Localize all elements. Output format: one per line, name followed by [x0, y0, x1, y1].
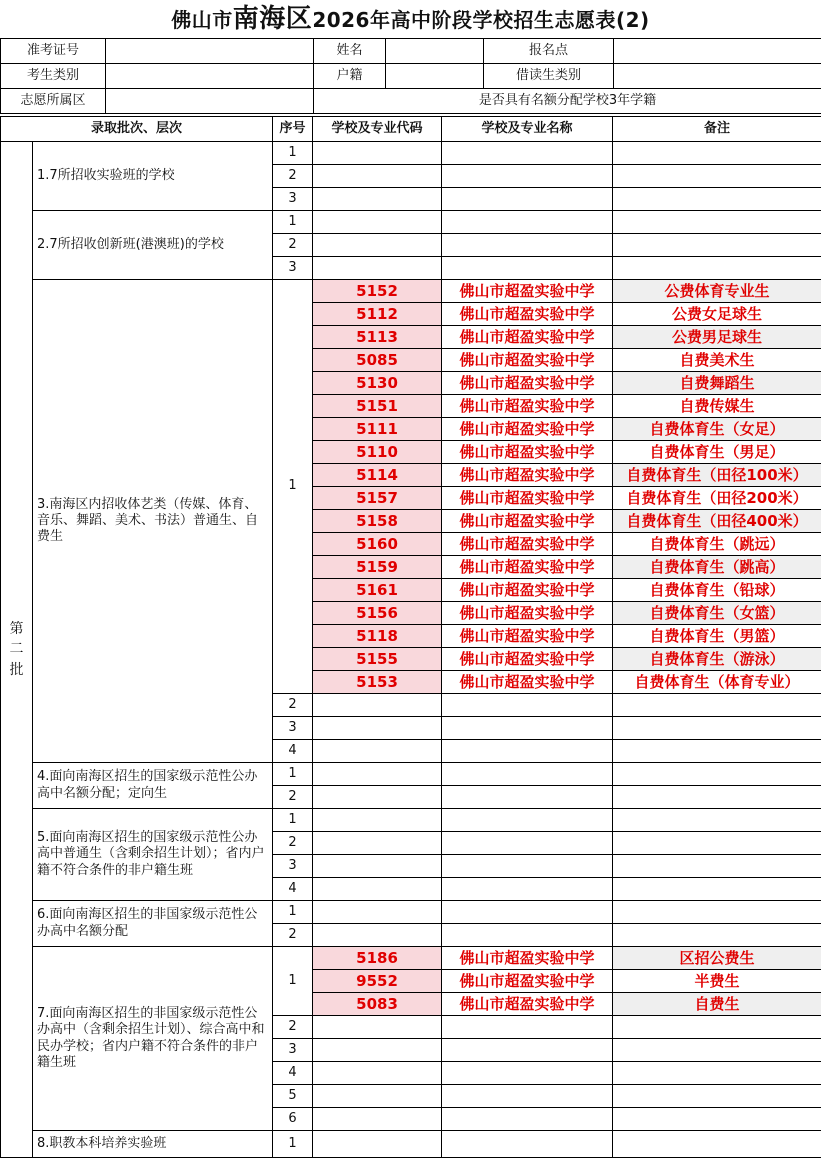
school-name[interactable]: 佛山市超盈实验中学: [442, 395, 613, 418]
seq-number: 4: [273, 878, 313, 901]
name-field[interactable]: [386, 39, 484, 64]
note-field[interactable]: [613, 1062, 821, 1085]
table-row: [1, 211, 821, 234]
school-code-field[interactable]: [313, 717, 442, 740]
school-code-field[interactable]: [313, 740, 442, 763]
seq-number: 5: [273, 1085, 313, 1108]
school-name[interactable]: 佛山市超盈实验中学: [442, 648, 613, 671]
school-code-field[interactable]: [313, 257, 442, 280]
school-name[interactable]: 佛山市超盈实验中学: [442, 625, 613, 648]
school-name-field[interactable]: [442, 809, 613, 832]
school-code[interactable]: 5111: [313, 418, 442, 441]
header-code: 学校及专业代码: [313, 117, 442, 142]
school-code[interactable]: 5156: [313, 602, 442, 625]
candidate-type-label: 考生类别: [1, 64, 106, 89]
school-code[interactable]: 5155: [313, 648, 442, 671]
school-code-field[interactable]: [313, 694, 442, 717]
school-code-field[interactable]: [313, 832, 442, 855]
note-field[interactable]: [613, 142, 821, 165]
school-code-field[interactable]: [313, 1108, 442, 1131]
school-name-field[interactable]: [442, 165, 613, 188]
table-row: [1, 901, 821, 924]
seq-number: 2: [273, 165, 313, 188]
seq-number: 2: [273, 694, 313, 717]
school-name[interactable]: 佛山市超盈实验中学: [442, 349, 613, 372]
school-code[interactable]: 5114: [313, 464, 442, 487]
school-name-field[interactable]: [442, 234, 613, 257]
batch-char: 第: [9, 619, 25, 639]
borrowing-type-field[interactable]: [614, 64, 821, 89]
school-code-field[interactable]: [313, 763, 442, 786]
note-cell[interactable]: 公费女足球生: [613, 303, 821, 326]
school-name-field[interactable]: [442, 763, 613, 786]
seq-number: 2: [273, 924, 313, 947]
level-label: 2.7所招收创新班(港澳班)的学校: [33, 211, 273, 280]
registration-point-field[interactable]: [614, 39, 821, 64]
candidate-type-field[interactable]: [106, 64, 314, 89]
table-row: [1, 809, 821, 832]
form-title: [0, 0, 821, 38]
note-cell[interactable]: 自费体育生（铅球）: [613, 579, 821, 602]
note-field[interactable]: [613, 211, 821, 234]
school-code-field[interactable]: [313, 855, 442, 878]
seq-number: 2: [273, 234, 313, 257]
school-name-field[interactable]: [442, 786, 613, 809]
school-code-field[interactable]: [313, 234, 442, 257]
batch-char: 批: [9, 660, 25, 680]
note-field[interactable]: [613, 717, 821, 740]
school-code[interactable]: 5157: [313, 487, 442, 510]
note-cell[interactable]: 自费体育生（田径400米）: [613, 510, 821, 533]
school-code[interactable]: 5158: [313, 510, 442, 533]
seq-number: 2: [273, 786, 313, 809]
school-code-field[interactable]: [313, 1039, 442, 1062]
batch-label: [1, 142, 33, 1158]
note-cell[interactable]: 自费体育生（跳高）: [613, 556, 821, 579]
table-row: [1, 142, 821, 165]
school-name[interactable]: 佛山市超盈实验中学: [442, 326, 613, 349]
school-code-field[interactable]: [313, 809, 442, 832]
note-cell[interactable]: 自费体育生（女篮）: [613, 602, 821, 625]
school-name-field[interactable]: [442, 832, 613, 855]
seq-number: 3: [273, 855, 313, 878]
school-code-field[interactable]: [313, 786, 442, 809]
school-name-field[interactable]: [442, 1085, 613, 1108]
note-field[interactable]: [613, 1131, 821, 1158]
seq-number: 4: [273, 740, 313, 763]
school-code[interactable]: 5151: [313, 395, 442, 418]
quota-question: 是否具有名额分配学校3年学籍: [314, 89, 821, 114]
seq-number: 1: [273, 142, 313, 165]
note-cell[interactable]: 公费男足球生: [613, 326, 821, 349]
batch-char: 二: [9, 639, 25, 659]
note-cell[interactable]: 自费体育生（体育专业）: [613, 671, 821, 694]
note-cell[interactable]: 自费体育生（男足）: [613, 441, 821, 464]
school-name-field[interactable]: [442, 1062, 613, 1085]
note-field[interactable]: [613, 832, 821, 855]
header-note: 备注: [613, 117, 821, 142]
school-name-field[interactable]: [442, 188, 613, 211]
school-code-field[interactable]: [313, 188, 442, 211]
note-cell[interactable]: 自费体育生（男篮）: [613, 625, 821, 648]
header-school: 学校及专业名称: [442, 117, 613, 142]
seq-number: 3: [273, 188, 313, 211]
level-label: 8.职教本科培养实验班: [33, 1131, 273, 1158]
school-code[interactable]: 5160: [313, 533, 442, 556]
school-name[interactable]: 佛山市超盈实验中学: [442, 464, 613, 487]
district-label: 志愿所属区: [1, 89, 106, 114]
note-field[interactable]: [613, 786, 821, 809]
school-code[interactable]: 5161: [313, 579, 442, 602]
note-cell[interactable]: 区招公费生: [613, 947, 821, 970]
school-code[interactable]: 5083: [313, 993, 442, 1016]
note-field[interactable]: [613, 1108, 821, 1131]
seq-number: 1: [273, 809, 313, 832]
school-code-field[interactable]: [313, 924, 442, 947]
note-cell[interactable]: 公费体育专业生: [613, 280, 821, 303]
name-label: 姓名: [314, 39, 386, 64]
table-row: [1, 1131, 821, 1158]
candidate-info-table: [0, 38, 821, 114]
admission-no-field[interactable]: [106, 39, 314, 64]
school-code-field[interactable]: [313, 1062, 442, 1085]
school-name[interactable]: 佛山市超盈实验中学: [442, 510, 613, 533]
title-city: 佛山市: [171, 8, 233, 32]
school-code[interactable]: 5112: [313, 303, 442, 326]
seq-number: 3: [273, 257, 313, 280]
note-cell[interactable]: 自费传媒生: [613, 395, 821, 418]
note-field[interactable]: [613, 1039, 821, 1062]
school-name-field[interactable]: [442, 855, 613, 878]
school-name-field[interactable]: [442, 901, 613, 924]
school-name[interactable]: 佛山市超盈实验中学: [442, 487, 613, 510]
note-cell[interactable]: 自费体育生（女足）: [613, 418, 821, 441]
note-field[interactable]: [613, 878, 821, 901]
header-level: 录取批次、层次: [1, 117, 273, 142]
school-name[interactable]: 佛山市超盈实验中学: [442, 372, 613, 395]
school-code[interactable]: 9552: [313, 970, 442, 993]
note-cell[interactable]: 自费美术生: [613, 349, 821, 372]
note-field[interactable]: [613, 740, 821, 763]
school-name-field[interactable]: [442, 924, 613, 947]
seq-number: 1: [273, 211, 313, 234]
note-field[interactable]: [613, 694, 821, 717]
school-code[interactable]: 5186: [313, 947, 442, 970]
school-name-field[interactable]: [442, 717, 613, 740]
level-label: 4.面向南海区招生的国家级示范性公办高中名额分配；定向生: [33, 763, 273, 809]
note-cell[interactable]: 自费舞蹈生: [613, 372, 821, 395]
school-name[interactable]: 佛山市超盈实验中学: [442, 970, 613, 993]
note-field[interactable]: [613, 1085, 821, 1108]
registration-point-label: 报名点: [484, 39, 614, 64]
school-name[interactable]: 佛山市超盈实验中学: [442, 303, 613, 326]
note-cell[interactable]: 自费体育生（田径100米）: [613, 464, 821, 487]
school-name-field[interactable]: [442, 878, 613, 901]
note-field[interactable]: [613, 257, 821, 280]
school-code[interactable]: 5113: [313, 326, 442, 349]
school-name-field[interactable]: [442, 740, 613, 763]
note-field[interactable]: [613, 165, 821, 188]
school-code[interactable]: 5152: [313, 280, 442, 303]
school-name[interactable]: 佛山市超盈实验中学: [442, 556, 613, 579]
school-code[interactable]: 5118: [313, 625, 442, 648]
school-code-field[interactable]: [313, 1016, 442, 1039]
school-code[interactable]: 5153: [313, 671, 442, 694]
school-name-field[interactable]: [442, 694, 613, 717]
note-cell[interactable]: 自费体育生（游泳）: [613, 648, 821, 671]
school-code[interactable]: 5130: [313, 372, 442, 395]
note-field[interactable]: [613, 188, 821, 211]
school-name[interactable]: 佛山市超盈实验中学: [442, 280, 613, 303]
seq-number: 2: [273, 832, 313, 855]
school-name[interactable]: 佛山市超盈实验中学: [442, 441, 613, 464]
level-label: 3.南海区内招收体艺类（传媒、体育、音乐、舞蹈、美术、书法）普通生、自费生: [33, 280, 273, 763]
note-field[interactable]: [613, 234, 821, 257]
school-code[interactable]: 5085: [313, 349, 442, 372]
school-code-field[interactable]: [313, 1085, 442, 1108]
school-name-field[interactable]: [442, 1016, 613, 1039]
seq-number: 3: [273, 717, 313, 740]
school-code-field[interactable]: [313, 901, 442, 924]
school-name-field[interactable]: [442, 257, 613, 280]
school-name-field[interactable]: [442, 1131, 613, 1158]
school-name[interactable]: 佛山市超盈实验中学: [442, 579, 613, 602]
note-field[interactable]: [613, 901, 821, 924]
school-code[interactable]: 5159: [313, 556, 442, 579]
table-row: [1, 280, 821, 303]
note-cell[interactable]: 自费体育生（田径200米）: [613, 487, 821, 510]
seq-number: 6: [273, 1108, 313, 1131]
table-row: [1, 947, 821, 970]
school-code-field[interactable]: [313, 142, 442, 165]
school-name-field[interactable]: [442, 1039, 613, 1062]
school-name-field[interactable]: [442, 142, 613, 165]
header-seq: 序号: [273, 117, 313, 142]
note-cell[interactable]: 半费生: [613, 970, 821, 993]
household-field[interactable]: [386, 64, 484, 89]
note-field[interactable]: [613, 924, 821, 947]
note-field[interactable]: [613, 763, 821, 786]
level-label: 6.面向南海区招生的非国家级示范性公办高中名额分配: [33, 901, 273, 947]
seq-number: 1: [273, 947, 313, 1016]
seq-number: 1: [273, 1131, 313, 1158]
seq-number: 1: [273, 901, 313, 924]
school-name[interactable]: 佛山市超盈实验中学: [442, 533, 613, 556]
note-field[interactable]: [613, 855, 821, 878]
school-name[interactable]: 佛山市超盈实验中学: [442, 671, 613, 694]
seq-number: 4: [273, 1062, 313, 1085]
seq-number: 2: [273, 1016, 313, 1039]
borrowing-type-label: 借读生类别: [484, 64, 614, 89]
school-name[interactable]: 佛山市超盈实验中学: [442, 947, 613, 970]
school-name-field[interactable]: [442, 1108, 613, 1131]
level-label: 5.面向南海区招生的国家级示范性公办高中普通生（含剩余招生计划）；省内户籍不符合条件的非户籍生班: [33, 809, 273, 901]
school-name[interactable]: 佛山市超盈实验中学: [442, 993, 613, 1016]
admission-no-label: 准考证号: [1, 39, 106, 64]
note-cell[interactable]: 自费体育生（跳远）: [613, 533, 821, 556]
table-row: [1, 763, 821, 786]
note-cell[interactable]: 自费生: [613, 993, 821, 1016]
school-code[interactable]: 5110: [313, 441, 442, 464]
household-label: 户籍: [314, 64, 386, 89]
school-code-field[interactable]: [313, 1131, 442, 1158]
level-label: 7.面向南海区招生的非国家级示范性公办高中（含剩余招生计划）、综合高中和民办学校；省内户籍不符合条件的非户籍生班: [33, 947, 273, 1131]
level-label: 1.7所招收实验班的学校: [33, 142, 273, 211]
school-name[interactable]: 佛山市超盈实验中学: [442, 418, 613, 441]
school-name[interactable]: 佛山市超盈实验中学: [442, 602, 613, 625]
note-field[interactable]: [613, 809, 821, 832]
school-code-field[interactable]: [313, 165, 442, 188]
note-field[interactable]: [613, 1016, 821, 1039]
school-name-field[interactable]: [442, 211, 613, 234]
title-district: 南海区: [233, 4, 313, 34]
school-code-field[interactable]: [313, 878, 442, 901]
seq-number: 3: [273, 1039, 313, 1062]
title-main: 2026年高中阶段学校招生志愿表(2): [312, 8, 649, 32]
seq-number: 1: [273, 280, 313, 694]
preference-table: [0, 116, 821, 1158]
district-field[interactable]: [106, 89, 314, 114]
school-code-field[interactable]: [313, 211, 442, 234]
seq-number: 1: [273, 763, 313, 786]
